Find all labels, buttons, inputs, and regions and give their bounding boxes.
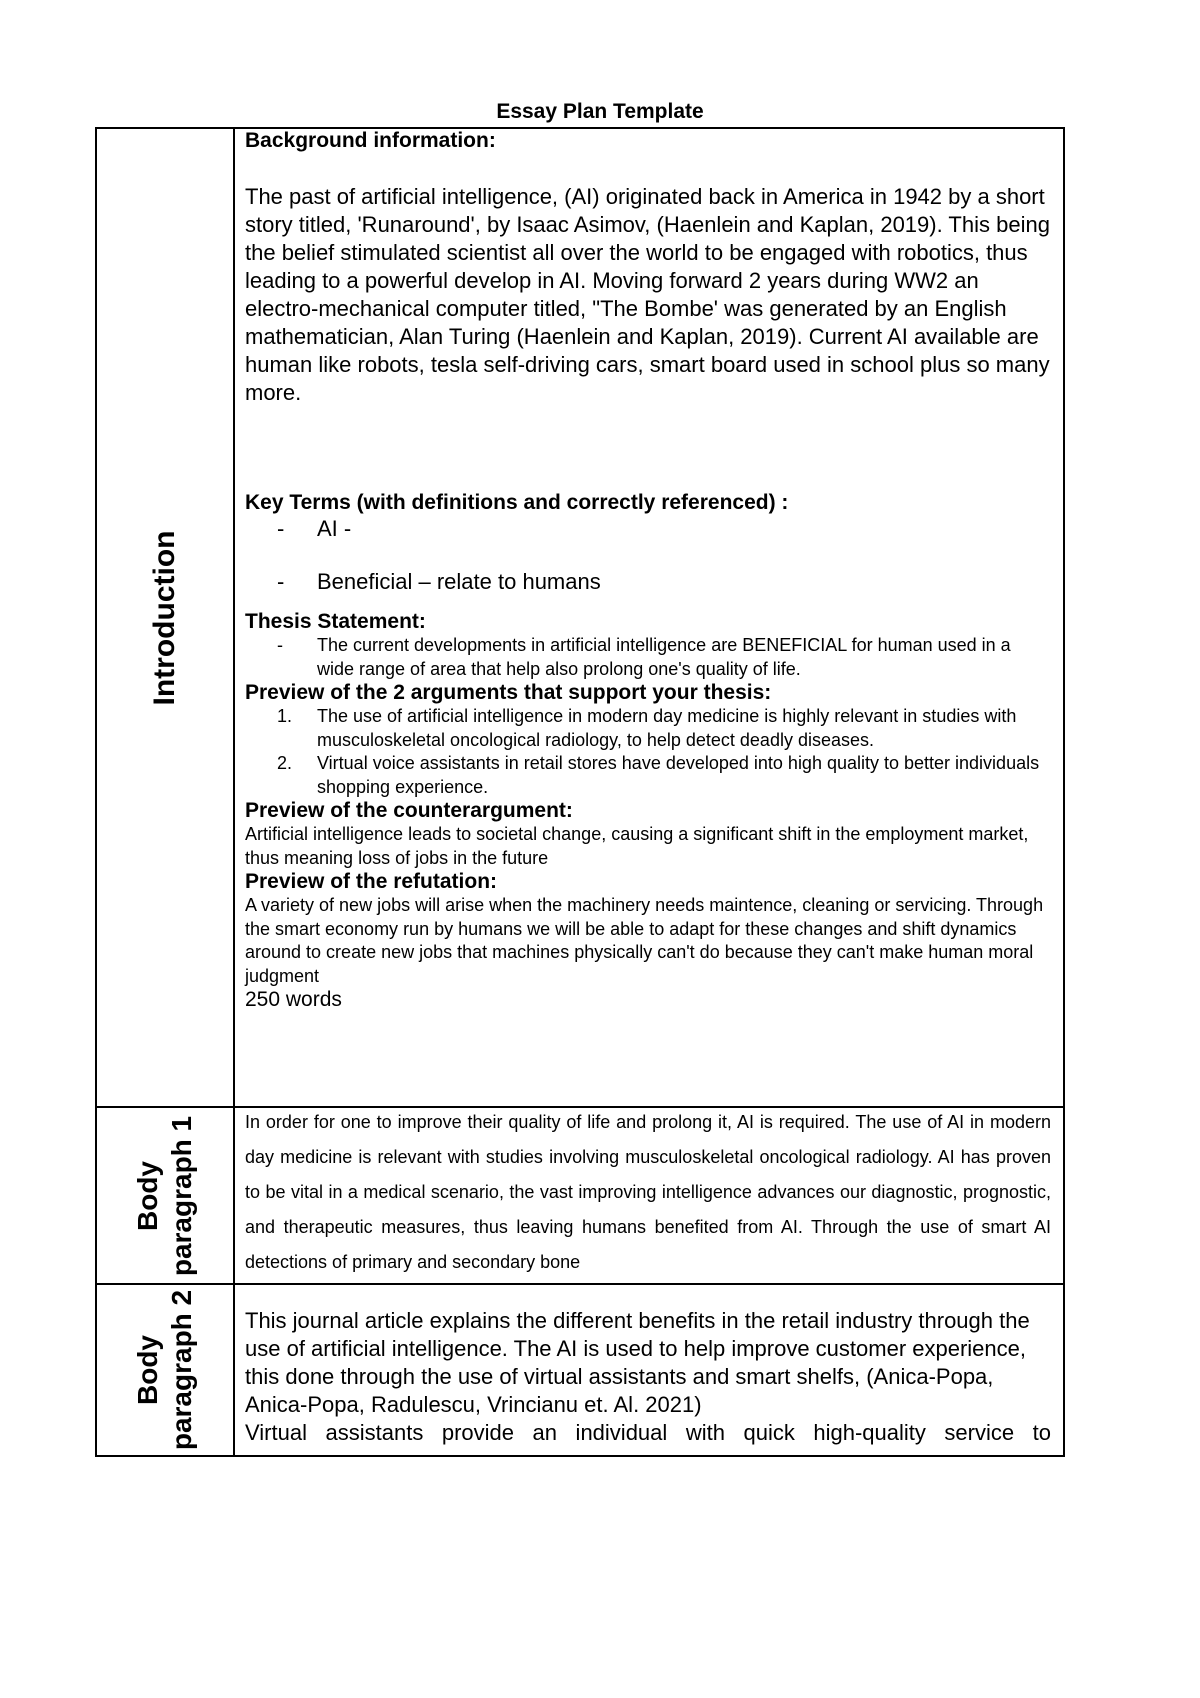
introduction-label-cell	[97, 129, 235, 1106]
body-paragraph-2-label-cell	[97, 1285, 235, 1455]
argument-item: 2. Virtual voice assistants in retail stores have developed into high quality to better individuals shopping experience.	[277, 753, 1040, 797]
thesis-item: - The current developments in artificial intelligence are BENEFICIAL for human used in a wide range of area that help also prolong one's quality of life.	[277, 635, 1011, 679]
counterargument-heading: Preview of the counterargument:	[245, 799, 573, 822]
refutation-heading: Preview of the refutation:	[245, 870, 498, 893]
body-paragraph-2-label: Body paragraph 2	[132, 1289, 197, 1451]
background-heading: Background information:	[245, 129, 496, 152]
key-terms-heading: Key Terms (with definitions and correctly referenced) :	[245, 491, 789, 514]
body-paragraph-2-text-cont: Virtual assistants provide an individual with quick high-quality service to	[245, 1420, 1051, 1445]
body-paragraph-2-content	[235, 1285, 1063, 1455]
body-paragraph-1-row	[97, 1106, 1063, 1283]
introduction-content	[235, 129, 1063, 1106]
essay-plan-table	[95, 127, 1065, 1457]
introduction-label: Introduction	[148, 530, 181, 705]
counterargument-text: Artificial intelligence leads to societal change, causing a significant shift in the employment market, thus meaning loss of jobs in the future	[245, 824, 1029, 868]
preview-arguments-heading: Preview of the 2 arguments that support your thesis:	[245, 681, 772, 704]
body-paragraph-1-label-cell	[97, 1108, 235, 1283]
body-paragraph-1-label: Body paragraph 1	[132, 1115, 197, 1276]
document-title: Essay Plan Template	[496, 100, 704, 123]
key-term-item: - Beneficial – relate to humans	[277, 569, 601, 594]
key-term-item: - AI -	[277, 516, 352, 541]
background-text: The past of artificial intelligence, (AI) originated back in America in 1942 by a short story titled, 'Runaround', by Isaac Asimov, (Haenlein and Kaplan, 2019). This being the belief stimulated scientist all over the world to be engaged with robotics, thus leading to a powerful develop in AI. Moving forward 2 years during WW2 an electro-mechanical computer titled, "The Bombe' was generated by an English mathematician, Alan Turing (Haenlein and Kaplan, 2019). Current AI available are human like robots, tesla self-driving cars, smart board used in school plus so many more.	[245, 184, 1050, 405]
body-paragraph-1-text: In order for one to improve their quality of life and prolong it, AI is required. The use of AI in modern day medicine is relevant with studies involving musculoskeletal oncological radiology. AI has proven to be vital in a medical scenario, the vast improving intelligence advances our diagnostic, prognostic, and therapeutic measures, thus leaving humans benefited from AI. Through the use of smart AI detections of primary and secondary bone	[245, 1112, 1051, 1272]
argument-item: 1. The use of artificial intelligence in modern day medicine is highly relevant in studies with musculoskeletal oncological radiology, to help detect deadly diseases.	[277, 706, 1017, 750]
introduction-row	[97, 129, 1063, 1106]
word-count: 250 words	[245, 988, 342, 1011]
thesis-heading: Thesis Statement:	[245, 610, 426, 633]
refutation-text: A variety of new jobs will arise when the machinery needs maintence, cleaning or servicing. Through the smart economy run by humans we will be able to adapt for these changes and shift dynamics around to create new jobs that machines physically can't do because they can't make human moral judgment	[245, 895, 1044, 986]
body-paragraph-1-content	[235, 1108, 1063, 1283]
body-paragraph-2-row	[97, 1283, 1063, 1455]
body-paragraph-2-text: This journal article explains the different benefits in the retail industry through the use of artificial intelligence. The AI is used to help improve customer experience, this done through the use of virtual assistants and smart shelfs, (Anica-Popa, Anica-Popa, Radulescu, Vrincianu et. Al. 2021)	[245, 1308, 1030, 1417]
